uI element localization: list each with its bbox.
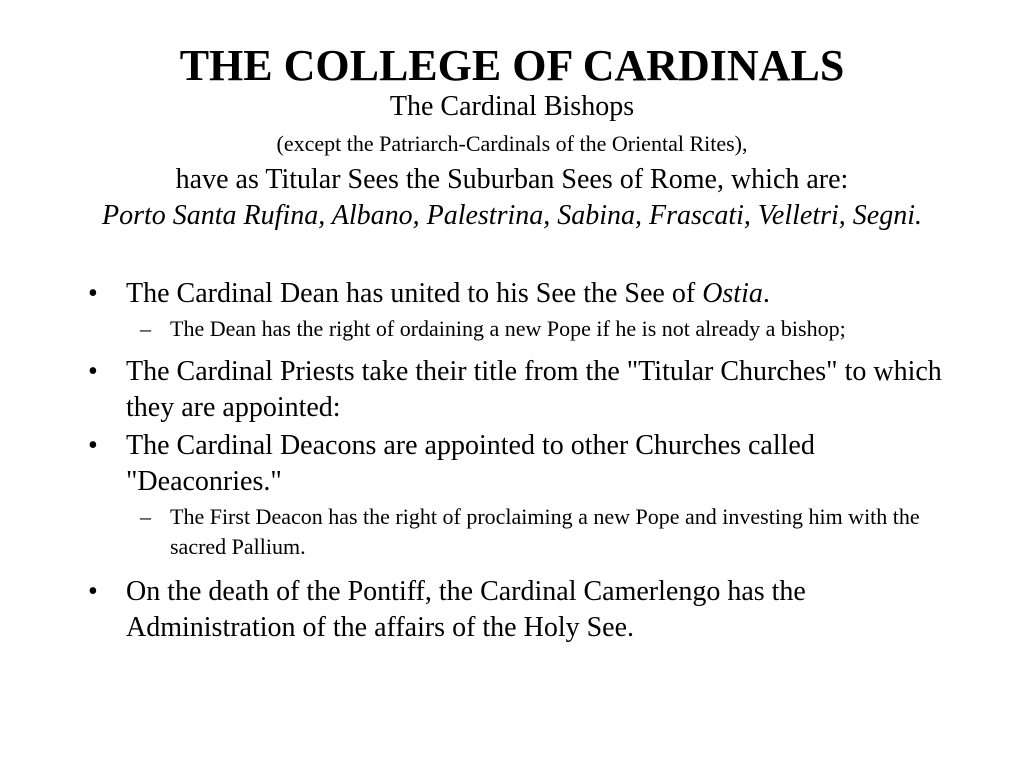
sub-bullet-text: The Dean has the right of ordaining a new Pope if he is not already a bishop; bbox=[170, 316, 846, 341]
sub-item-dean-right bbox=[82, 314, 964, 344]
bullet-marker: • bbox=[88, 278, 98, 309]
intro-block bbox=[60, 88, 964, 234]
intro-parenthetical: (except the Patriarch-Cardinals of the Oriental Rites), bbox=[276, 131, 748, 156]
bullet-item-dean bbox=[84, 276, 964, 312]
bullet-item-camerlengo bbox=[84, 574, 964, 646]
intro-heading: The Cardinal Bishops bbox=[389, 91, 635, 122]
bullet-marker: • bbox=[88, 356, 98, 387]
bullet-text: On the death of the Pontiff, the Cardinal Camerlengo has the Administration of the affairs of the Holy See. bbox=[126, 576, 806, 643]
bullet-text-end: . bbox=[762, 278, 770, 309]
bullet-text-main: The Cardinal Dean has united to his See the See of bbox=[126, 278, 703, 309]
bullet-item-priests bbox=[84, 354, 964, 426]
sub-bullet-marker: – bbox=[140, 316, 151, 341]
bullet-item-deacons bbox=[84, 428, 964, 500]
suburban-sees-list: Porto Santa Rufina, Albano, Palestrina, Sabina, Frascati, Velletri, Segni. bbox=[102, 200, 922, 231]
slide-title: THE COLLEGE OF CARDINALS bbox=[179, 41, 845, 90]
sub-item-first-deacon bbox=[82, 502, 964, 562]
sub-bullet-marker: – bbox=[140, 504, 151, 529]
bullet-marker: • bbox=[88, 430, 98, 461]
intro-statement: have as Titular Sees the Suburban Sees of Rome, which are: bbox=[175, 164, 849, 195]
bullet-text-italic: Ostia bbox=[702, 278, 763, 309]
bullet-marker: • bbox=[88, 576, 98, 607]
sub-bullet-text: The First Deacon has the right of proclaiming a new Pope and investing him with the sacred Pallium. bbox=[170, 504, 920, 559]
bullet-list bbox=[84, 276, 964, 648]
bullet-text: The Cardinal Priests take their title from the "Titular Churches" to which they are appointed: bbox=[126, 356, 942, 423]
bullet-text: The Cardinal Deacons are appointed to other Churches called "Deaconries." bbox=[126, 430, 815, 497]
bullet-text bbox=[126, 278, 770, 309]
